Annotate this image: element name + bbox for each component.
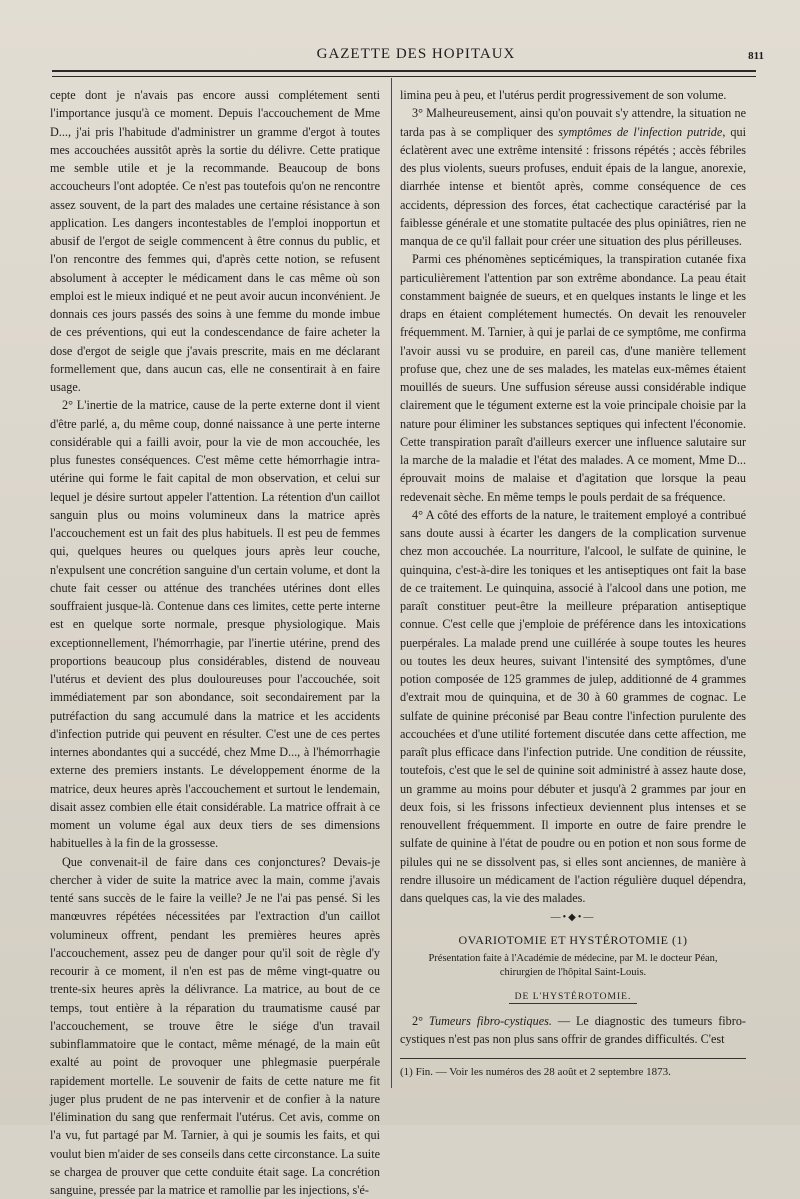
footnote-rule	[400, 1058, 746, 1059]
paragraph-infection	[400, 104, 746, 250]
paragraph-tumeurs	[400, 1012, 746, 1049]
text-run: 2°	[412, 1014, 429, 1028]
page-number: 811	[748, 50, 764, 62]
column-divider	[391, 78, 392, 1088]
subsection-heading-text: DE L'HYSTÉROTOMIE.	[509, 992, 638, 1004]
header-rule	[52, 70, 756, 77]
emphasis: Tumeurs fibro-cystiques.	[429, 1014, 552, 1028]
section-separator: —•◆•—	[400, 913, 746, 923]
section-title: OVARIOTOMIE ET HYSTÉROTOMIE (1)	[400, 931, 746, 949]
section-subtitle-line: chirurgien de l'hôpital Saint-Louis.	[400, 966, 746, 980]
emphasis: symptômes de l'infection putride	[558, 125, 722, 139]
footnote: (1) Fin. — Voir les numéros des 28 août et 2 septembre 1873.	[400, 1065, 746, 1079]
paragraph: limina peu à peu, et l'utérus perdit progressivement de son volume.	[400, 86, 746, 104]
paragraph: 2° L'inertie de la matrice, cause de la perte externe dont il vient d'être parlé, a, du même coup, donné naissance à une perte interne considérable qui a failli avoir, pour la vie de mon accouchée, les plus funestes conséquences. C'est même cette hémorrhagie intra-utérine qui forme le fait capital de mon observation, et celui sur lequel je désire surtout appeler l'attention. La rétention d'un caillot sanguin plus ou moins volumineux dans la matrice après l'accouchement est un fait des plus habituels. Il est peu de femmes qui, quelques heures ou quelques jours après leur couche, n'expulsent une concrétion sanguine d'un certain volume, et dont la chute fait cesser ou atténue des tranchées utérines dont elles souffraient jusque-là. Contenue dans ces limites, cette perte interne est en quelque sorte normale, presque physiologique. Mais exceptionnellement, l'hémorrhagie, par l'inertie utérine, prend des proportions beaucoup plus considérables, distend de nouveau l'utérus et devient des plus douloureuses pour l'accouchée, soit immédiatement par son abondance, soit secondairement par la putréfaction du sang accumulé dans la matrice et les accidents d'infection putride qui peuvent en résulter. C'est une de ces pertes internes abondantes qui a succédé, chez Mme D..., à l'hémorrhagie externe des premiers instants. Le développement énorme de la matrice, deux heures après l'accouchement et surtout le lendemain, disait assez combien elle était considérable. La matrice offrait à ce moment un volume égal aux deux tiers de ses dimensions habituelles à la fin de la grossesse.	[50, 396, 380, 852]
running-title: GAZETTE DES HOPITAUX	[60, 46, 772, 63]
paragraph: 4° A côté des efforts de la nature, le traitement employé a contribué sans doute aussi à écarter les dangers de la complication survenue chez mon accouchée. La nourriture, l'alcool, le sulfate de quinine, le quinquina, c'est-à-dire les toniques et les antiseptiques ont fait la base de ce traitement. Le quinquina, associé à l'alcool dans une potion, me paraît constituer peut-être la meilleure préparation antiseptique connue. C'est celle que j'emploie de préférence dans les intoxications puerpérales. La malade prend une cuillérée à soupe toutes les heures ou toutes les deux heures, suivant l'intensité des symptômes, d'une potion composée de 125 grammes de julep, additionné de 4 grammes d'extrait mou de quinquina, et de 30 à 60 grammes de cognac. Le sulfate de quinine préconisé par Beau contre l'infection purulente des accouchées et d'une utilité fortement discutée dans cette affection, me paraît plus efficace dans l'infection putride. Une condition de réussite, toutefois, c'est que le sel de quinine soit administré à assez haute dose, un gramme au moins pour débuter et jusqu'à 2 grammes par jour en deux fois, si les frissons infectieux deviennent plus intenses et se renouvellent fréquemment. Il importe en outre de faire prendre le sulfate de quinine à l'état de poudre ou en potion et non sous forme de pilules qui ne se dissolvent pas, si elles sont anciennes, de manière à rendre illusoire un médicament de l'action régulière duquel dépendra, dans quelques cas, la vie des malades.	[400, 506, 746, 908]
right-column	[400, 86, 746, 1079]
section-subtitle-line: Présentation faite à l'Académie de médecine, par M. le docteur Péan,	[400, 952, 746, 966]
text-run: — Le diagnostic des tumeurs fibro-cystiques n'est pas non plus sans offrir de grandes difficultés. C'est	[400, 1014, 746, 1046]
left-column	[50, 86, 380, 1199]
paragraph: Que convenait-il de faire dans ces conjonctures? Devais-je chercher à vider de suite la matrice avec la main, comme j'avais tenté sans succès de le faire la veille? Je ne l'ai pas pensé. Si les manœuvres répétées nécessitées par l'extraction d'un caillot volumineux offrent, pendant les premières heures après l'accouchement, assez peu de danger pour qu'il soit de règle d'y recourir à ce moment, il n'en est pas de même vingt-quatre ou trente-six heures après la délivrance. La matrice, au bout de ce temps, tout entière à la réparation du traumatisme causé par l'accouchement, se trouve être le siége d'un travail subinflammatoire que le contact, même ménagé, de la main eût exalté au point de provoquer une phlegmasie puerpérale rapidement mortelle. Le souvenir de faits de cette nature me fit juger plus prudent de ne pas intervenir et de confier à la nature l'élimination du sang que renfermait l'utérus. Cet avis, comme on l'a vu, fut partagé par M. Tarnier, à qui je soumis les faits, et qui voulut bien m'aider de ses conseils dans cette circonstance. La suite se chargea de prouver que cette conduite était sage. La concrétion sanguine, pressée par la matrice et ramollie par les injections, s'é-	[50, 853, 380, 1199]
paragraph: Parmi ces phénomènes septicémiques, la transpiration cutanée fixa particulièrement l'attention par son extrême abondance. La peau était constamment baignée de sueurs, et en quelques instants le linge et les draps en étaient complétement humectés. On devait les renouveler fréquemment. M. Tarnier, à qui je parlai de ce symptôme, me confirma l'avoir aussi vu se produire, en pareil cas, d'une manière tellement profuse que, chez une de ses malades, les matelas eux-mêmes étaient mouillés de sueurs. Une suffusion séreuse aussi considérable indique clairement que le tégument externe est la voie principale choisie par la nature pour éliminer les substances septiques qui infectent l'économie. Cette transpiration paraît d'ailleurs exercer une influence salutaire sur la marche de la maladie et l'état des malades. A ce moment, Mme D... éprouvait moins de malaise et d'agitation que lorsque la peau redevenait sèche. En même temps le pouls perdait de sa fréquence.	[400, 250, 746, 506]
paragraph: cepte dont je n'avais pas encore aussi complétement senti l'importance jusqu'à ce moment. Depuis l'accouchement de Mme D..., j'ai pris l'habitude d'administrer un gramme d'ergot à toutes mes accouchées aussitôt après la sortie du délivre. Cette pratique me semble utile et je la recommande. Beaucoup de bons accoucheurs l'ont adoptée. Ce n'est pas toutefois qu'on ne rencontre assez souvent, de la part des malades une certaine résistance à son application. Les dangers incontestables de l'emploi inopportun et abusif de l'ergot de seigle commencent à être connus du public, et l'on rencontre des femmes qui, d'après cette notion, se refusent absolument à accepter le médicament dans le cas même où son emploi est le mieux indiqué et ne peut avoir aucun inconvénient. Je donnais ces jours passés des soins à une femme du monde imbue de ces préventions, qui eut la condescendance de faire acheter la dose d'ergot de seigle que j'avais prescrite, mais en me déclarant formellement que, dans aucun cas, elle ne consentirait à en faire usage.	[50, 86, 380, 396]
subsection-heading	[400, 988, 746, 1008]
text-run: 3° Malheureusement, ainsi qu'on pouvait s'y attendre, la situation ne tarda pas à se compliquer des	[400, 106, 746, 138]
text-run: , qui éclatèrent avec une extrême intensité : frissons répétés ; accès fébriles des plus violents, sueurs profuses, enduit épais de la langue, anorexie, diarrhée intense et bientôt après, comme conséquence de ces accidents, dépression des forces, état cachectique caractérisé par la faiblesse générale et une stomatite pultacée des plus opiniâtres, rien ne manqua de ce qu'il fallait pour créer une situation des plus périlleuses.	[400, 125, 746, 249]
